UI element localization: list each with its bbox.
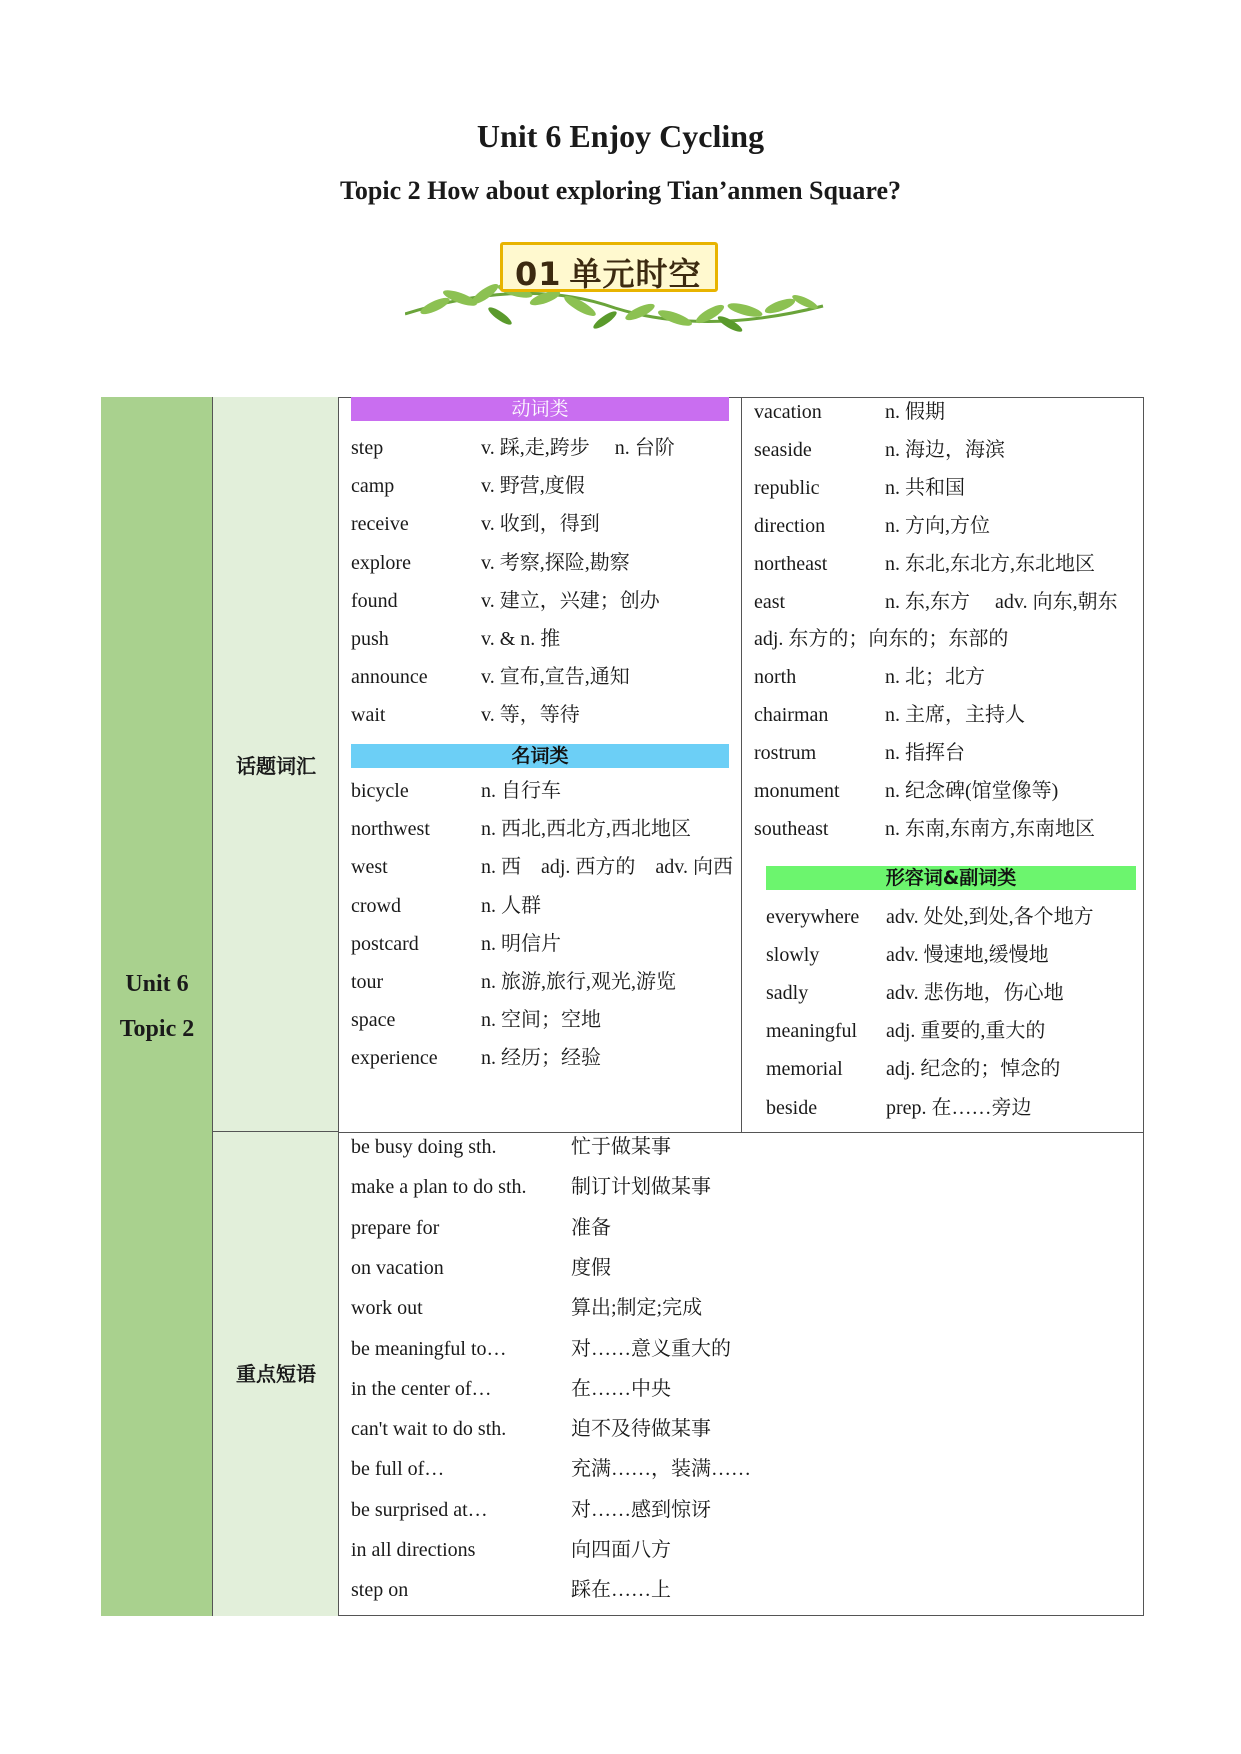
item-word: be full of… [351, 1458, 445, 1481]
item-word: sadly [766, 982, 809, 1005]
item-meaning: v. & n. 推 [481, 628, 561, 650]
item-meaning: adj. 纪念的；悼念的 [886, 1058, 1061, 1081]
item-word: camp [351, 475, 395, 498]
item-meaning: n. 东,东方 adv. 向东,朝东 [885, 590, 1118, 613]
item-meaning: 对……意义重大的 [571, 1337, 731, 1360]
item-word: space [351, 1009, 396, 1032]
section-banner [405, 236, 825, 336]
item-word: east [754, 590, 786, 613]
unit-label [101, 962, 213, 1052]
item-meaning: adv. 慢速地,缓慢地 [886, 944, 1049, 967]
item-meaning: 充满……，装满…… [571, 1458, 751, 1481]
item-meaning: v. 考察,探险,勘察 [481, 551, 630, 574]
item-word: bicycle [351, 780, 409, 802]
page-title: Unit 6 Enjoy Cycling [476, 118, 765, 154]
item-meaning: 准备 [571, 1216, 611, 1239]
item-meaning: v. 宣布,宣告,通知 [481, 666, 630, 689]
page-subtitle: Topic 2 How about exploring Tian’anmen Square? [339, 176, 902, 205]
section-nouns-header: 名词类 [351, 744, 729, 768]
item-word: meaningful [766, 1020, 858, 1043]
item-word: postcard [351, 932, 419, 955]
item-meaning: n. 人群 [481, 894, 541, 917]
item-word: southeast [754, 817, 829, 840]
item-meaning: 算出;制定;完成 [571, 1297, 703, 1320]
item-meaning: v. 建立，兴建；创办 [481, 589, 660, 612]
item-word: northwest [351, 818, 430, 841]
item-word: push [351, 628, 389, 650]
item-word: slowly [766, 944, 820, 967]
item-word: receive [351, 513, 409, 536]
item-meaning: n. 指挥台 [885, 742, 965, 765]
item-meaning: v. 收到，得到 [481, 513, 600, 536]
item-meaning: 迫不及待做某事 [571, 1418, 711, 1441]
item-meaning: 度假 [571, 1256, 611, 1279]
banner-label-box [500, 242, 718, 292]
item-word: direction [754, 514, 826, 537]
item-word: explore [351, 551, 411, 574]
item-meaning: n. 北；北方 [885, 666, 985, 689]
item-meaning: 对……感到惊讶 [571, 1498, 711, 1521]
item-word: republic [754, 476, 820, 499]
item-meaning: 在……中央 [571, 1377, 671, 1400]
item-meaning: 忙于做某事 [571, 1136, 671, 1158]
item-word: work out [351, 1297, 423, 1320]
item-word: wait [351, 704, 386, 727]
item-word: make a plan to do sth. [351, 1176, 527, 1199]
item-meaning: adj. 重要的,重大的 [886, 1020, 1046, 1043]
item-word: step [351, 437, 384, 459]
item-word: be meaningful to… [351, 1337, 507, 1360]
item-meaning: v. 野营,度假 [481, 475, 585, 498]
item-meaning: n. 西 adj. 西方的 adv. 向西 [481, 856, 734, 879]
item-word: chairman [754, 704, 829, 727]
item-meaning: v. 踩,走,跨步 n. 台阶 [481, 437, 675, 459]
item-word: announce [351, 666, 428, 689]
category-topic-vocab: 话题词汇 [236, 754, 316, 778]
item-meaning: 制订计划做某事 [571, 1176, 711, 1199]
item-word: vacation [754, 401, 822, 423]
item-word: found [351, 589, 398, 612]
item-meaning: n. 海边，海滨 [885, 438, 1005, 461]
item-meaning: n. 共和国 [885, 476, 965, 499]
item-word: northeast [754, 552, 828, 575]
item-meaning: n. 主席，主持人 [885, 704, 1025, 727]
item-meaning: n. 东北,东北方,东北地区 [885, 552, 1095, 575]
banner-number: 01 [515, 255, 562, 293]
item-meaning: adv. 悲伤地，伤心地 [886, 982, 1064, 1005]
item-word: adj. 东方的；向东的；东部的 [754, 628, 1009, 651]
item-meaning: n. 旅游,旅行,观光,游览 [481, 971, 676, 993]
item-meaning: n. 假期 [885, 401, 945, 423]
item-meaning: n. 经历；经验 [481, 1047, 601, 1070]
item-word: on vacation [351, 1256, 444, 1279]
item-word: experience [351, 1047, 438, 1070]
item-meaning: prep. 在……旁边 [886, 1096, 1032, 1119]
item-word: tour [351, 971, 384, 993]
item-meaning: n. 纪念碑(馆堂像等) [885, 780, 1059, 802]
item-word: rostrum [754, 742, 817, 765]
item-word: crowd [351, 894, 401, 917]
item-word: step on [351, 1579, 409, 1602]
item-meaning: n. 空间；空地 [481, 1009, 601, 1032]
item-word: be surprised at… [351, 1498, 488, 1521]
item-meaning: n. 自行车 [481, 780, 561, 802]
item-meaning: n. 明信片 [481, 932, 561, 955]
section-verbs-header: 动词类 [351, 397, 729, 421]
item-meaning: v. 等，等待 [481, 704, 580, 727]
unit-label-line2: Topic 2 [119, 1016, 195, 1042]
item-word: monument [754, 780, 840, 802]
banner-label [515, 249, 702, 295]
item-word: in all directions [351, 1539, 476, 1561]
item-word: prepare for [351, 1216, 440, 1239]
section-adj-adv-header: 形容词&副词类 [766, 866, 1136, 890]
item-word: beside [766, 1096, 818, 1119]
item-word: north [754, 666, 797, 689]
item-meaning: 踩在……上 [571, 1579, 671, 1602]
item-word: be busy doing sth. [351, 1136, 497, 1158]
category-key-phrases: 重点短语 [236, 1362, 316, 1386]
item-word: west [351, 856, 388, 879]
row-divider [339, 1132, 1144, 1133]
banner-text: 单元时空 [569, 255, 702, 293]
item-meaning: n. 西北,西北方,西北地区 [481, 818, 691, 841]
unit-label-line1: Unit 6 [125, 971, 189, 997]
item-meaning: n. 东南,东南方,东南地区 [885, 817, 1095, 840]
item-word: seaside [754, 438, 812, 461]
item-word: in the center of… [351, 1377, 492, 1400]
item-word: memorial [766, 1058, 843, 1081]
item-meaning: 向四面八方 [571, 1539, 671, 1561]
column-divider [741, 397, 742, 1132]
item-meaning: n. 方向,方位 [885, 514, 990, 537]
item-word: can't wait to do sth. [351, 1418, 507, 1441]
item-meaning: adv. 处处,到处,各个地方 [886, 906, 1094, 928]
item-word: everywhere [766, 906, 860, 928]
